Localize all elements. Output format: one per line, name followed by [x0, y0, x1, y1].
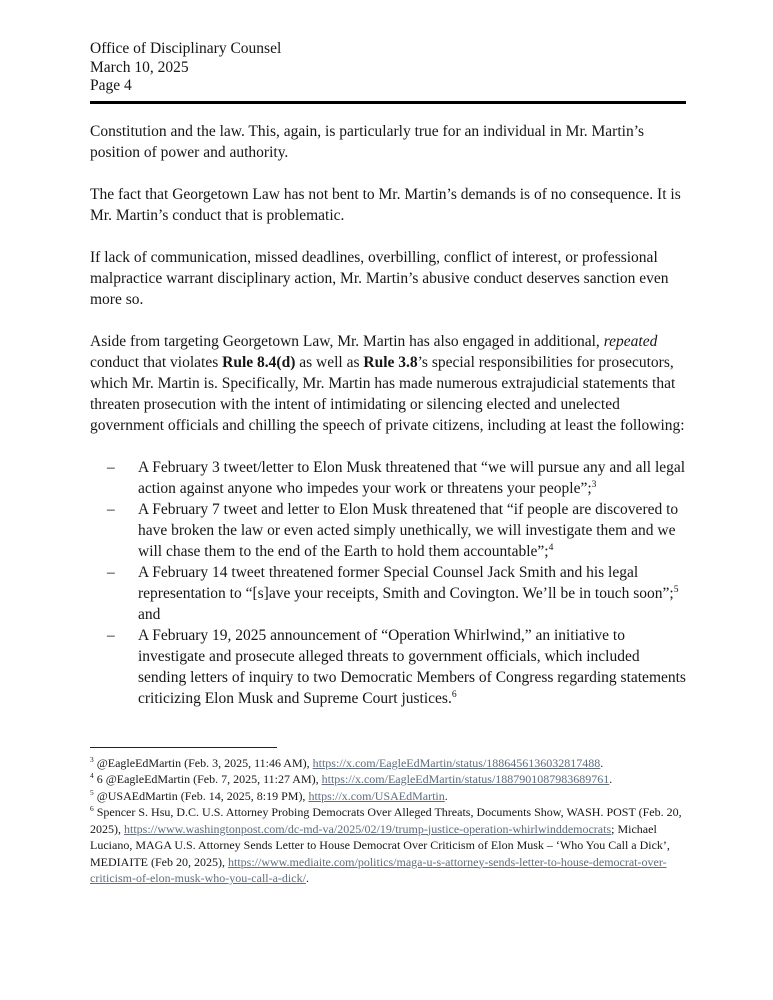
list-item-text: A February 7 tweet and letter to Elon Musk threatened that “if people are discovered to have broken the law or even acted simply unethically, we will investigate them and we will chase them to the end of the Earth to hold them accountable”;$^4$	[138, 500, 679, 560]
page-header	[90, 40, 686, 96]
dash-bullet-icon: –	[107, 563, 115, 581]
header-rule	[90, 101, 686, 104]
footnote-separator	[90, 747, 277, 748]
list-item-feb7	[90, 499, 686, 562]
document-body	[90, 121, 686, 709]
header-office-line: Office of Disciplinary Counsel	[90, 40, 282, 57]
paragraph-3: If lack of communication, missed deadlines, overbilling, conflict of interest, or professional malpractice warrant disciplinary action, Mr. Martin’s abusive conduct deserves sanction even more so.	[90, 248, 669, 308]
hyperlink[interactable]: https://x.com/USAEdMartin	[308, 788, 445, 803]
hyperlink[interactable]: https://x.com/EagleEdMartin/status/1886456136032817488	[312, 755, 601, 770]
footnote-5: $^5$ @USAEdMartin (Feb. 14, 2025, 8:19 PM), https://x.com/USAEdMartin.	[90, 787, 448, 803]
hyperlink[interactable]: https://www.mediaite.com/politics/maga-u-s-attorney-sends-letter-to-house-democrat-over-criticism-of-elon-musk-who-you-call-a-dick/	[90, 854, 667, 885]
list-item-text: A February 14 tweet threatened former Special Counsel Jack Smith and his legal representation to “[s]ave your receipts, Smith and Covington. We’ll be in touch soon”;$^5$ and	[138, 563, 679, 623]
list-item-feb14	[90, 562, 686, 625]
list-item-text: A February 19, 2025 announcement of “Operation Whirlwind,” an initiative to investigate and prosecute alleged threats to government officials, which included sending letters of inquiry to two Democratic Members of Congress regarding statements criticizing Elon Musk and Supreme Court justices.$^6$	[138, 626, 686, 707]
list-item-feb19	[90, 625, 686, 709]
list-item-feb3	[90, 457, 686, 499]
footnotes-section	[90, 747, 686, 887]
header-page-number: Page 4	[90, 77, 132, 94]
footnote-3: $^3$ @EagleEdMartin (Feb. 3, 2025, 11:46 AM), https://x.com/EagleEdMartin/status/1886456136032817488.	[90, 754, 604, 770]
paragraph-1: Constitution and the law. This, again, is particularly true for an individual in Mr. Martin’s position of power and authority.	[90, 122, 645, 161]
list-item-text: A February 3 tweet/letter to Elon Musk threatened that “we will pursue any and all legal action against anyone who impedes your work or threatens your people”;$^3$	[138, 458, 686, 497]
paragraph-2: The fact that Georgetown Law has not bent to Mr. Martin’s demands is of no consequence. It is Mr. Martin’s conduct that is problematic.	[90, 185, 681, 224]
dash-bullet-icon: –	[107, 458, 115, 476]
footnote-6: $^6$ Spencer S. Hsu, D.C. U.S. Attorney Probing Democrats Over Alleged Threats, Documents Show, WASH. POST (Feb. 20, 2025), https://www.washingtonpost.com/dc-md-va/2025/02/19/trump-justice-operation-whirlwinddemocrats; Michael Luciano, MAGA U.S. Attorney Sends Letter to House Democrat Over Criticism of Elon Musk – ‘Who You Call a Dick’, MEDIAITE (Feb 20, 2025), https://www.mediaite.com/politics/maga-u-s-attorney-sends-letter-to-house-democrat-over-criticism-of-elon-musk-who-you-call-a-dick/.	[90, 804, 682, 885]
header-date-line: March 10, 2025	[90, 58, 189, 76]
paragraph-4: Aside from targeting Georgetown Law, Mr. Martin has also engaged in additional, repeated conduct that violates Rule 8.4(d) as well as Rule 3.8’s special responsibilities for prosecutors, which Mr. Martin is. Specifically, Mr. Martin has made numerous extrajudicial statements that threaten prosecution with the intent of intimidating or silencing elected and unelected government officials and chilling the speech of private citizens, including at least the following:	[90, 332, 685, 434]
footnote-4: $^4$ 6 @EagleEdMartin (Feb. 7, 2025, 11:27 AM), https://x.com/EagleEdMartin/status/1887901087983689761.	[90, 771, 613, 786]
hyperlink[interactable]: https://www.washingtonpost.com/dc-md-va/2025/02/19/trump-justice-operation-whirlwinddemocrats	[124, 821, 612, 836]
dash-bullet-icon: –	[107, 626, 115, 644]
dash-bullet-icon: –	[107, 500, 115, 518]
bullet-list	[90, 457, 686, 709]
hyperlink[interactable]: https://x.com/EagleEdMartin/status/1887901087983689761	[321, 772, 610, 786]
